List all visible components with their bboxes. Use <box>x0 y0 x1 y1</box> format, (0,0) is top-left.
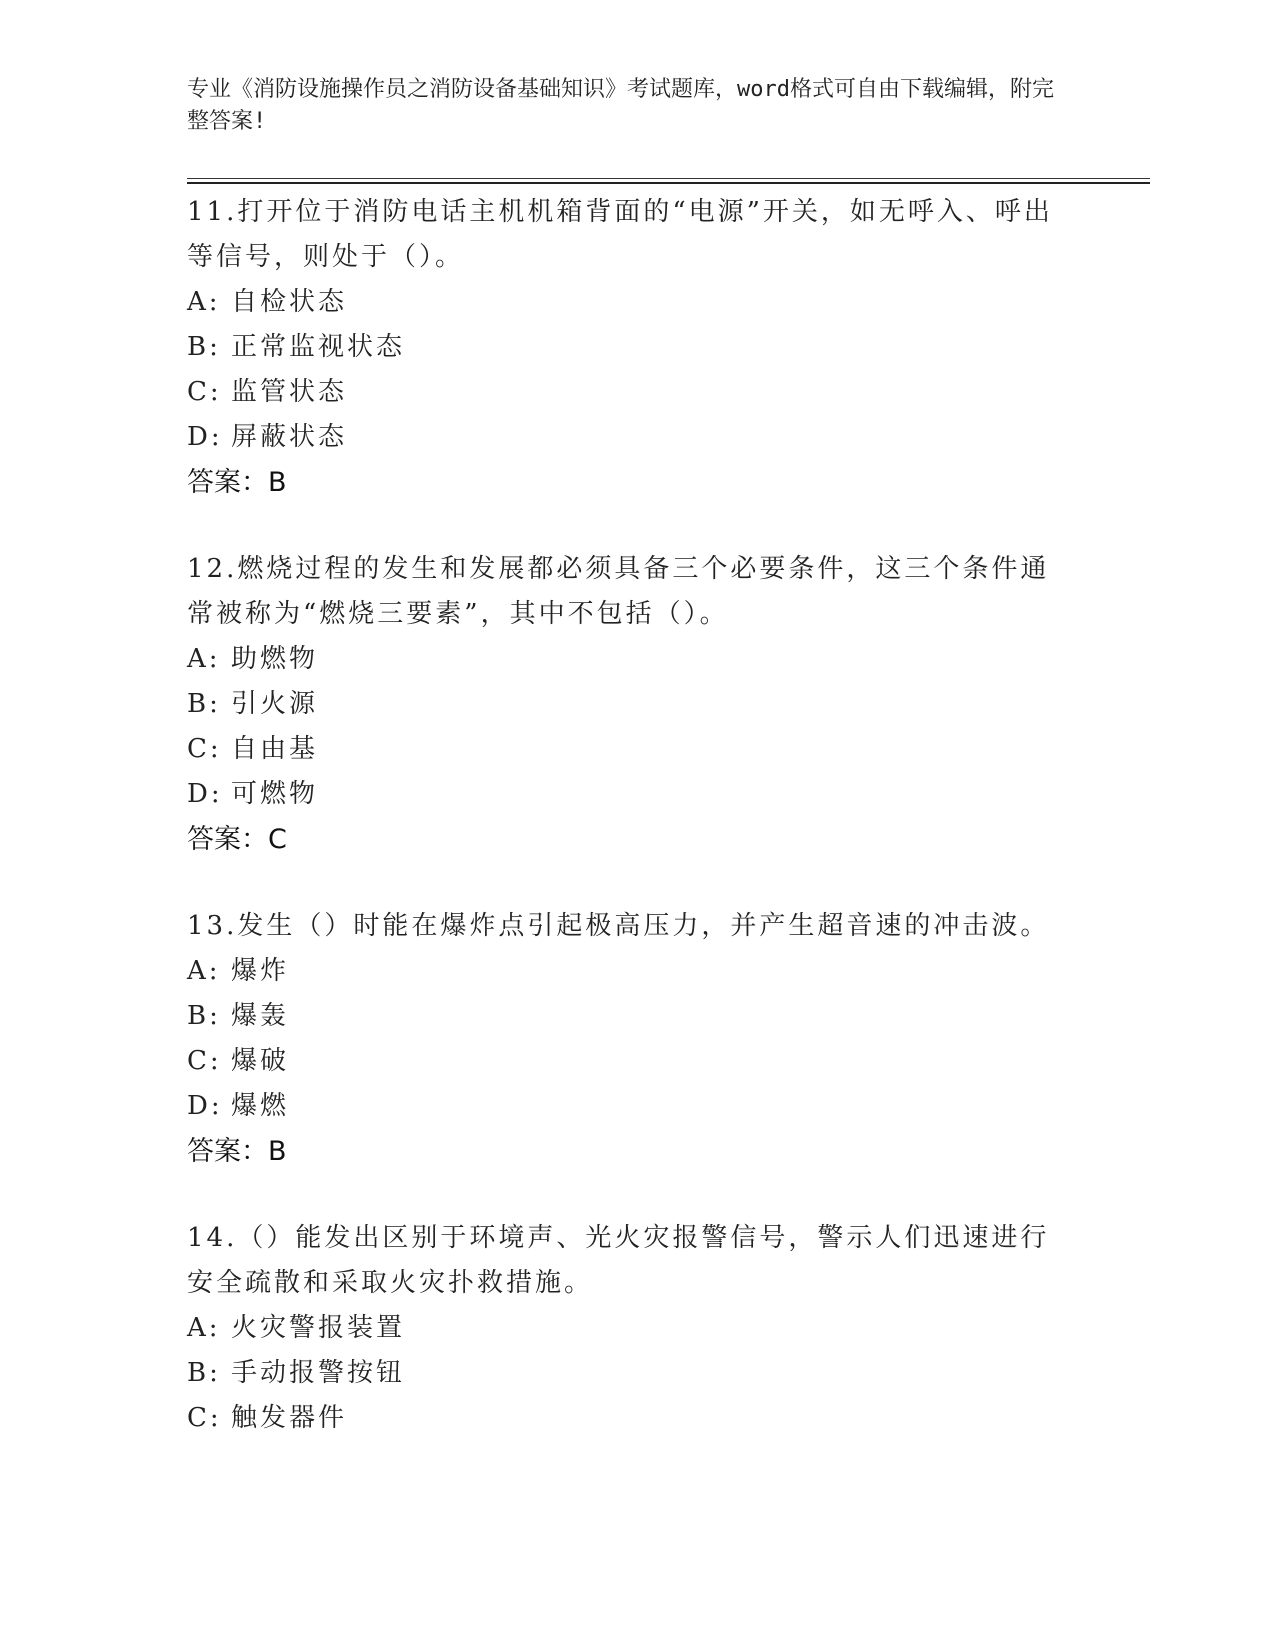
option-text: 爆燃 <box>231 1091 290 1121</box>
option-a <box>187 1306 1087 1351</box>
option-letter: B: <box>187 1358 221 1388</box>
option-letter: D: <box>187 779 223 809</box>
answer-line: 答案：C <box>187 824 287 855</box>
option-letter: D: <box>187 422 223 452</box>
option-text: 正常监视状态 <box>231 332 406 362</box>
option-b <box>187 325 1087 370</box>
option-text: 监管状态 <box>231 377 348 407</box>
header-divider-thick <box>187 182 1150 184</box>
option-d <box>187 415 1087 460</box>
option-text: 火灾警报装置 <box>231 1313 406 1343</box>
option-letter: D: <box>187 1091 223 1121</box>
option-letter: A: <box>187 644 221 674</box>
question-13 <box>187 904 1087 1174</box>
question-11 <box>187 190 1087 505</box>
option-b <box>187 1351 1087 1396</box>
question-stem: 11.打开位于消防电话主机机箱背面的“电源”开关，如无呼入、呼出等信号，则处于（）。 <box>187 197 1053 272</box>
option-d <box>187 1084 1087 1129</box>
answer-line: 答案：B <box>187 1136 287 1167</box>
option-text: 爆轰 <box>231 1001 290 1031</box>
option-text: 可燃物 <box>231 779 319 809</box>
option-b <box>187 682 1087 727</box>
option-text: 爆炸 <box>231 956 290 986</box>
question-14 <box>187 1216 1087 1441</box>
answer-line: 答案：B <box>187 467 287 498</box>
option-text: 屏蔽状态 <box>231 422 348 452</box>
option-letter: C: <box>187 377 222 407</box>
option-text: 爆破 <box>231 1046 290 1076</box>
option-a <box>187 949 1087 994</box>
option-text: 助燃物 <box>231 644 319 674</box>
option-text: 自检状态 <box>231 287 348 317</box>
document-header: 专业《消防设施操作员之消防设备基础知识》考试题库，word格式可自由下载编辑，附完整答案! <box>187 77 1054 134</box>
option-letter: C: <box>187 1403 222 1433</box>
option-letter: B: <box>187 689 221 719</box>
option-a <box>187 637 1087 682</box>
option-letter: A: <box>187 956 221 986</box>
question-list <box>187 190 1087 1483</box>
option-a <box>187 280 1087 325</box>
option-c <box>187 1396 1087 1441</box>
option-letter: B: <box>187 1001 221 1031</box>
option-letter: C: <box>187 1046 222 1076</box>
option-c <box>187 1039 1087 1084</box>
question-stem: 14.（）能发出区别于环境声、光火灾报警信号，警示人们迅速进行安全疏散和采取火灾扑救措施。 <box>187 1223 1050 1298</box>
question-12 <box>187 547 1087 862</box>
option-d <box>187 772 1087 817</box>
option-text: 触发器件 <box>231 1403 348 1433</box>
question-stem: 13.发生（）时能在爆炸点引起极高压力，并产生超音速的冲击波。 <box>187 911 1050 941</box>
header-divider-thin <box>187 178 1150 179</box>
option-letter: B: <box>187 332 221 362</box>
option-text: 引火源 <box>231 689 319 719</box>
option-b <box>187 994 1087 1039</box>
option-text: 自由基 <box>231 734 319 764</box>
option-letter: C: <box>187 734 222 764</box>
option-c <box>187 370 1087 415</box>
option-text: 手动报警按钮 <box>231 1358 406 1388</box>
option-c <box>187 727 1087 772</box>
option-letter: A: <box>187 1313 221 1343</box>
option-letter: A: <box>187 287 221 317</box>
question-stem: 12.燃烧过程的发生和发展都必须具备三个必要条件，这三个条件通常被称为“燃烧三要素”，其中不包括（）。 <box>187 554 1050 629</box>
